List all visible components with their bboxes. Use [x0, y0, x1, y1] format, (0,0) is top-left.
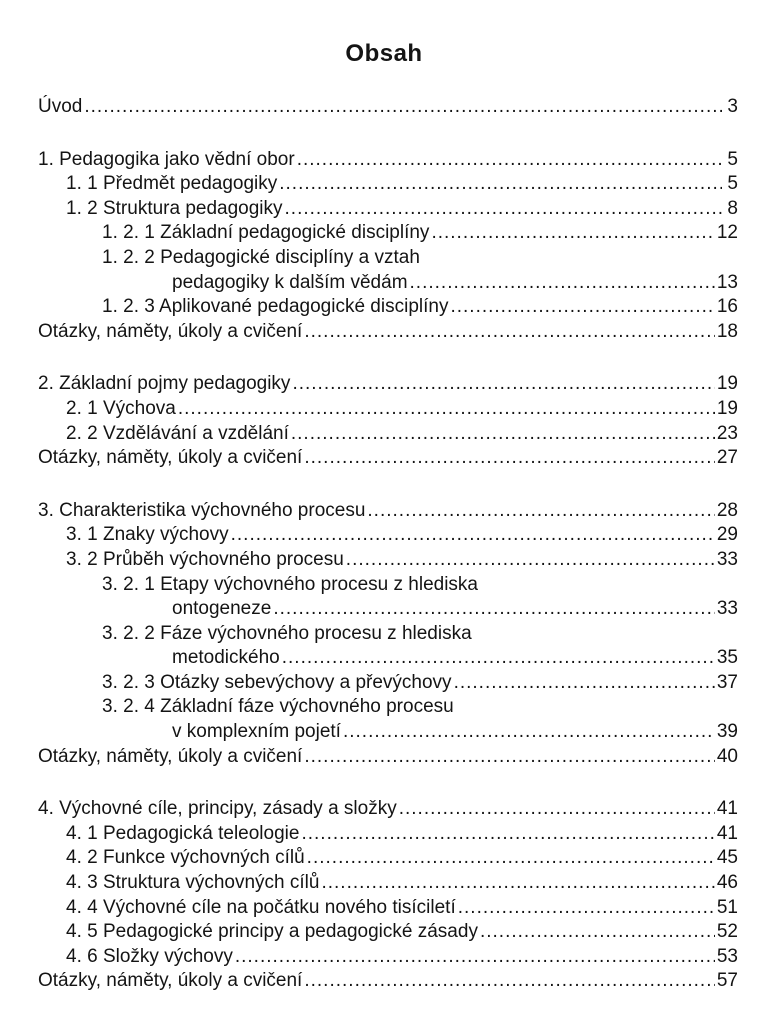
dot-leader [458, 896, 715, 919]
toc-section [38, 372, 738, 470]
toc-page-number: 33 [716, 548, 738, 570]
toc-page-number: 46 [716, 872, 738, 894]
toc-page-number: 53 [716, 945, 738, 967]
toc-entry-title: 4. 6 Složky výchovy [66, 945, 233, 967]
toc-entry-title: 1. 2 Struktura pedagogiky [66, 197, 283, 219]
toc-entry [38, 499, 738, 524]
toc-entry [38, 197, 738, 222]
toc-entry [38, 969, 738, 994]
dot-leader [279, 172, 722, 195]
toc-entry [38, 523, 738, 548]
toc-entry-title: 1. 2. 3 Aplikované pedagogické disciplíny [102, 296, 449, 318]
toc-entry-title: 3. 2. 3 Otázky sebevýchovy a převýchovy [102, 671, 452, 693]
toc-entry [38, 320, 738, 345]
toc-entry-title: 1. 1 Předmět pedagogiky [66, 173, 278, 195]
toc-entry-continuation: metodického [172, 647, 280, 669]
toc-entry [38, 846, 738, 871]
toc-page-number: 41 [716, 822, 738, 844]
dot-leader [273, 597, 715, 620]
toc-entry-title: Otázky, náměty, úkoly a cvičení [38, 970, 303, 992]
dot-leader [304, 969, 715, 992]
dot-leader [282, 646, 715, 669]
toc-entry-title: 2. 1 Výchova [66, 397, 176, 419]
dot-leader [321, 871, 714, 894]
dot-leader [235, 945, 715, 968]
dot-leader [454, 671, 715, 694]
toc-page-number: 52 [716, 921, 738, 943]
toc-page-number: 12 [716, 222, 738, 244]
toc-page-number: 29 [716, 524, 738, 546]
toc-page-number: 27 [716, 447, 738, 469]
toc-entry-title: 3. Charakteristika výchovného procesu [38, 499, 366, 521]
toc-entry-title: 3. 2. 1 Etapy výchovného procesu z hlediska [102, 573, 479, 595]
toc-entry-title: 4. Výchovné cíle, principy, zásady a složky [38, 798, 397, 820]
toc-entry-continuation: pedagogiky k dalším vědám [172, 271, 408, 293]
table-of-contents [38, 95, 738, 994]
dot-leader [307, 846, 715, 869]
toc-entry-title: 3. 2. 2 Fáze výchovného procesu z hlediska [102, 622, 472, 644]
dot-leader [297, 148, 722, 171]
dot-leader [292, 372, 714, 395]
toc-page-number: 37 [716, 671, 738, 693]
toc-entry [38, 95, 738, 120]
toc-page-number: 33 [716, 598, 738, 620]
toc-section [38, 148, 738, 345]
toc-entry-continuation: ontogeneze [172, 598, 272, 620]
toc-entry-title: Úvod [38, 96, 83, 117]
dot-leader [480, 920, 715, 943]
toc-page-number: 39 [716, 721, 738, 743]
toc-page-number: 35 [716, 647, 738, 669]
toc-entry-title: 4. 3 Struktura výchovných cílů [66, 872, 320, 894]
toc-entry [38, 646, 738, 671]
toc-entry-title: 3. 2 Průběh výchovného procesu [66, 548, 344, 570]
dot-leader [399, 797, 715, 820]
toc-entry [38, 548, 738, 573]
toc-page-number: 51 [716, 896, 738, 918]
toc-entry-title: 4. 1 Pedagogická teleologie [66, 822, 300, 844]
toc-page-number: 16 [716, 296, 738, 318]
toc-entry-title: Otázky, náměty, úkoly a cvičení [38, 320, 303, 342]
dot-leader [301, 822, 714, 845]
toc-entry [38, 295, 738, 320]
toc-entry-title: Otázky, náměty, úkoly a cvičení [38, 745, 303, 767]
toc-entry-title: 1. 2. 1 Základní pedagogické disciplíny [102, 222, 430, 244]
dot-leader [304, 320, 715, 343]
dot-leader [285, 197, 722, 220]
toc-page-number: 8 [727, 197, 738, 219]
toc-entry-title: 3. 1 Znaky výchovy [66, 524, 229, 546]
page-title: Obsah [345, 40, 423, 67]
dot-leader [291, 422, 715, 445]
dot-leader [450, 295, 714, 318]
toc-entry-title: 1. 2. 2 Pedagogické disciplíny a vztah [102, 246, 420, 268]
section-gap [38, 120, 738, 148]
toc-entry [38, 896, 738, 921]
dot-leader [346, 548, 715, 571]
toc-page-number: 5 [727, 173, 738, 195]
toc-section [38, 499, 738, 770]
toc-page-number: 5 [727, 148, 738, 170]
toc-page-number: 23 [716, 422, 738, 444]
section-gap [38, 471, 738, 499]
toc-entry [38, 597, 738, 622]
toc-page-number: 19 [716, 373, 738, 395]
toc-page-number: 57 [716, 970, 738, 992]
toc-entry-title: 4. 2 Funkce výchovných cílů [66, 847, 305, 869]
toc-entry [38, 797, 738, 822]
toc-entry [38, 221, 738, 246]
toc-entry-title: 2. Základní pojmy pedagogiky [38, 373, 291, 395]
dot-leader [231, 523, 715, 546]
section-gap [38, 344, 738, 372]
toc-entry [38, 397, 738, 422]
toc-entry [38, 671, 738, 696]
dot-leader [343, 720, 715, 743]
toc-page-number: 45 [716, 847, 738, 869]
toc-entry [38, 148, 738, 173]
dot-leader [84, 95, 722, 118]
toc-page-number: 41 [716, 798, 738, 820]
toc-entry [38, 422, 738, 447]
toc-entry [38, 446, 738, 471]
toc-entry [38, 871, 738, 896]
dot-leader [410, 271, 715, 294]
toc-page-number: 18 [716, 320, 738, 342]
toc-entry [38, 720, 738, 745]
toc-section [38, 797, 738, 994]
toc-section [38, 95, 738, 120]
toc-entry [38, 945, 738, 970]
dot-leader [304, 446, 715, 469]
section-gap [38, 769, 738, 797]
toc-entry-title: Otázky, náměty, úkoly a cvičení [38, 447, 303, 469]
toc-page-number: 19 [716, 397, 738, 419]
dot-leader [367, 499, 714, 522]
toc-entry [38, 745, 738, 770]
toc-entry [38, 172, 738, 197]
toc-entry-title: 1. Pedagogika jako vědní obor [38, 148, 295, 170]
dot-leader [431, 221, 714, 244]
toc-entry [38, 920, 738, 945]
toc-page-number: 40 [716, 745, 738, 767]
toc-entry [38, 271, 738, 296]
toc-page-number: 28 [716, 499, 738, 521]
toc-page-number: 13 [716, 271, 738, 293]
toc-entry-title: 4. 4 Výchovné cíle na počátku nového tisíciletí [66, 896, 456, 918]
toc-entry-title: 3. 2. 4 Základní fáze výchovného procesu [102, 696, 454, 718]
dot-leader [304, 745, 715, 768]
dot-leader [178, 397, 715, 420]
toc-page-number: 3 [727, 96, 738, 117]
toc-entry-title: 2. 2 Vzdělávání a vzdělání [66, 422, 289, 444]
toc-entry [38, 822, 738, 847]
toc-entry-continuation: v komplexním pojetí [172, 721, 341, 743]
toc-entry-title: 4. 5 Pedagogické principy a pedagogické zásady [66, 921, 478, 943]
toc-entry [38, 372, 738, 397]
